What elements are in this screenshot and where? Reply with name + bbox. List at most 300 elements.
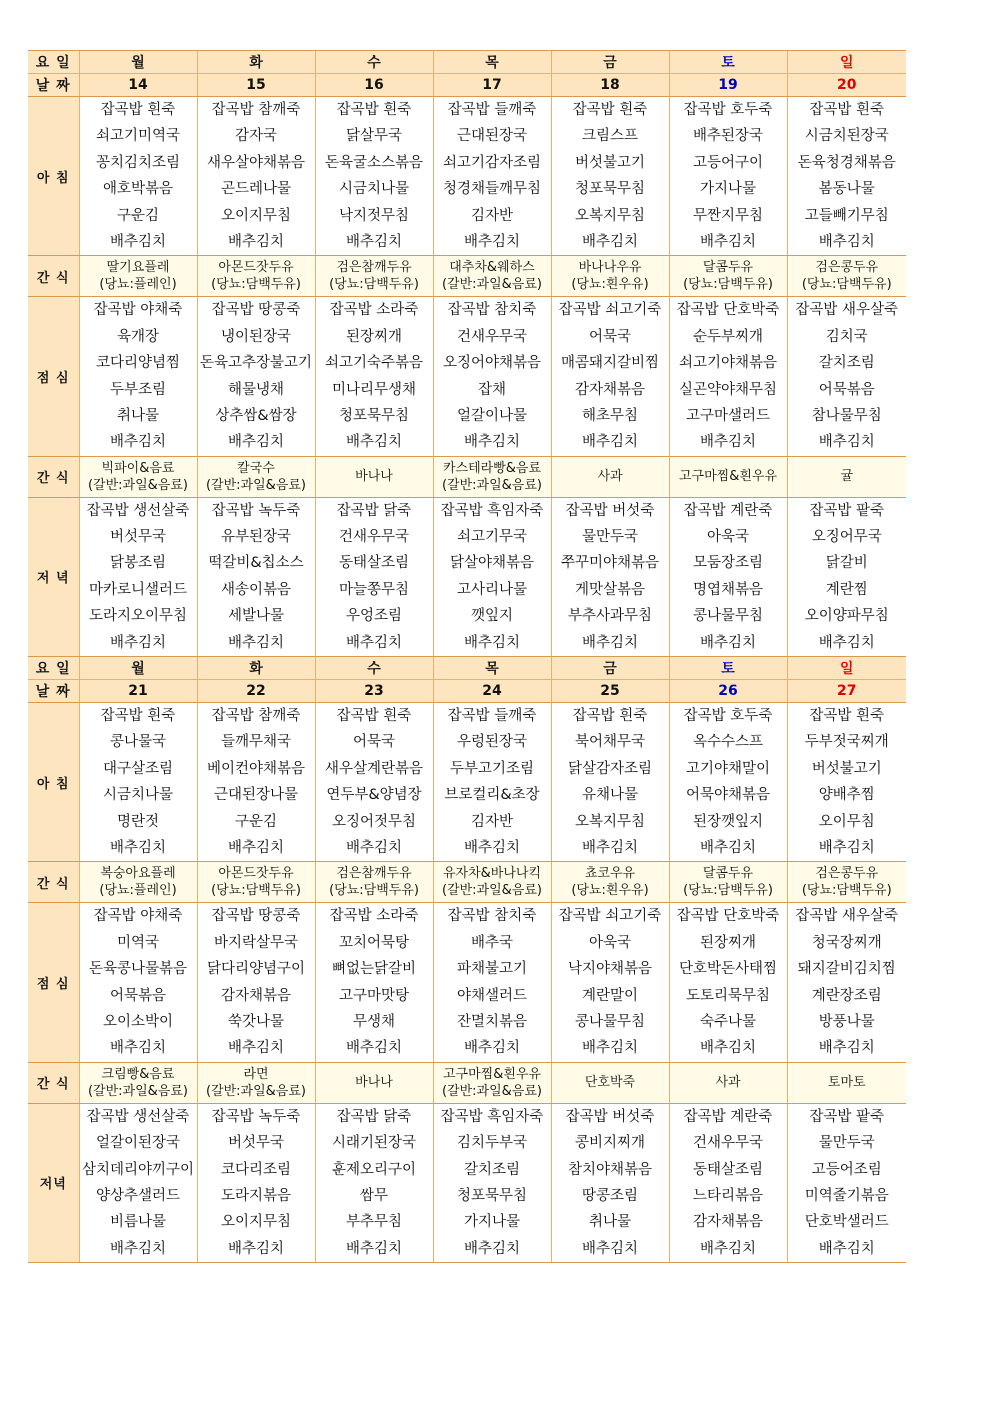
menu-item: 대구살조림	[102, 760, 174, 777]
meal-cell	[551, 497, 669, 656]
menu-item: (당뇨:흰우유)	[571, 277, 649, 293]
menu-item: 게맛살볶음	[574, 581, 646, 598]
meal-cell	[433, 297, 551, 456]
meal-cell	[551, 297, 669, 456]
menu-item: 김자반	[470, 207, 514, 224]
menu-item: 떡갈비&칩소스	[208, 555, 304, 572]
menu-item: 빅파이&음료	[101, 460, 175, 476]
menu-item: 옥수수스프	[692, 734, 764, 751]
menu-item: 오이소박이	[102, 1013, 174, 1030]
menu-item: 도라지오이무침	[88, 608, 188, 625]
meal-cell	[197, 497, 315, 656]
meal-cell	[551, 903, 669, 1062]
menu-item: 순두부찌개	[692, 328, 764, 345]
menu-item: 배추김치	[699, 233, 757, 250]
menu-item: (당뇨:담백두유)	[801, 277, 892, 293]
weekday-cell: 일	[787, 657, 906, 680]
menu-item: 감자채볶음	[574, 381, 646, 398]
menu-item: (갈반:과일&음료)	[205, 1083, 306, 1099]
menu-item: 검은참깨두유	[336, 866, 412, 882]
snack-cell	[315, 256, 433, 297]
menu-item: 베이컨야채볶음	[206, 760, 306, 777]
menu-item: 배추김치	[818, 434, 875, 451]
meal-cell	[669, 1103, 787, 1262]
row-label: 점 심	[28, 903, 79, 1062]
menu-item: 물만두국	[581, 529, 639, 546]
menu-item: 카스테라빵&음료	[442, 460, 542, 476]
menu-item: 아욱국	[588, 934, 632, 951]
meal-cell	[433, 97, 551, 256]
menu-item: 배추김치	[818, 1040, 875, 1057]
meal-cell	[197, 903, 315, 1062]
menu-item: 근대된장나물	[213, 787, 299, 804]
meal-cell	[787, 703, 906, 862]
row-label: 저 녁	[28, 497, 79, 656]
menu-item: 아몬드잣두유	[218, 866, 294, 882]
menu-item: 대추차&웨하스	[449, 260, 535, 276]
menu-item: 오복지무침	[574, 207, 646, 224]
menu-item: 배추김치	[699, 839, 757, 856]
menu-item: 닭살감자조림	[567, 760, 653, 777]
menu-item: 갈치조림	[463, 1161, 521, 1178]
snack-cell	[787, 256, 906, 297]
menu-item: 감자채볶음	[692, 1214, 764, 1231]
menu-item: 잡곡밥 소라죽	[329, 302, 419, 319]
menu-item: 구운김	[116, 207, 160, 224]
menu-item: 배추김치	[818, 1240, 875, 1257]
menu-item: 콩나물국	[109, 734, 167, 751]
menu-item: (갈반:과일&음료)	[205, 477, 306, 493]
menu-item: 부추사과무침	[567, 608, 653, 625]
menu-item: 잡곡밥 계란죽	[683, 1108, 773, 1125]
snack-am-row	[28, 862, 906, 903]
menu-item: 감자국	[234, 128, 278, 145]
menu-item: 유채나물	[581, 787, 639, 804]
menu-item: 잡곡밥 생선살죽	[86, 502, 190, 519]
menu-item: 잡곡밥 버섯죽	[565, 502, 655, 519]
meal-cell	[787, 297, 906, 456]
date-header-row	[28, 680, 906, 703]
menu-item: 배추김치	[818, 839, 875, 856]
menu-item: 고구마샐러드	[685, 407, 771, 424]
menu-item: 느타리볶음	[692, 1187, 764, 1204]
menu-item: 근대된장국	[456, 128, 528, 145]
menu-item: 칼국수	[237, 460, 275, 476]
menu-item: 유부된장국	[220, 529, 292, 546]
date-header-row	[28, 74, 906, 97]
menu-item: 단호박샐러드	[804, 1214, 889, 1231]
menu-item: 새우살계란볶음	[324, 760, 424, 777]
menu-item: 취나물	[116, 407, 160, 424]
meal-cell	[787, 1103, 906, 1262]
menu-item: 잡채	[477, 381, 506, 398]
menu-item: 부추무침	[345, 1214, 403, 1231]
menu-item: 단호박돈사태찜	[678, 961, 778, 978]
meal-cell	[433, 1103, 551, 1262]
menu-item: (갈반:과일&음료)	[441, 477, 542, 493]
menu-item: 돈육청경채볶음	[797, 154, 896, 171]
menu-item: 된장깻잎지	[692, 813, 764, 830]
snack-cell	[315, 456, 433, 497]
date-cell: 27	[787, 680, 906, 703]
menu-item: 배추김치	[581, 1240, 639, 1257]
weekday-cell: 금	[551, 657, 669, 680]
menu-item: 두부고기조림	[449, 760, 535, 777]
menu-item: 쇠고기무국	[456, 529, 528, 546]
menu-item: 쵸코우유	[584, 866, 636, 882]
lunch-row	[28, 297, 906, 456]
weekday-cell: 월	[79, 657, 197, 680]
menu-item: 파채불고기	[456, 961, 528, 978]
menu-item: 구운김	[234, 813, 278, 830]
menu-item: 버섯불고기	[574, 154, 646, 171]
menu-item: 참나물무침	[811, 407, 882, 424]
menu-item: 바지락살무국	[213, 934, 299, 951]
menu-item: 배추김치	[227, 1040, 285, 1057]
menu-item: 잔멸치볶음	[456, 1013, 528, 1030]
menu-item: 시금치된장국	[804, 128, 889, 145]
menu-item: 잡곡밥 흰죽	[809, 708, 885, 725]
menu-item: (당뇨:담백두유)	[683, 883, 773, 899]
meal-cell	[551, 97, 669, 256]
menu-item: 얼갈이된장국	[95, 1135, 181, 1152]
menu-item: 콩비지찌개	[574, 1135, 646, 1152]
menu-item: 시금치나물	[102, 787, 174, 804]
menu-item: 잡곡밥 팥죽	[809, 1108, 885, 1125]
menu-item: 닭봉조림	[109, 555, 167, 572]
menu-item: 된장찌개	[345, 328, 403, 345]
meal-cell	[315, 1103, 433, 1262]
menu-item: 배추김치	[818, 634, 875, 651]
menu-item: 배추김치	[109, 1040, 167, 1057]
menu-item: 시래기된장국	[331, 1135, 417, 1152]
meal-cell	[79, 903, 197, 1062]
menu-item: 잡곡밥 땅콩죽	[211, 908, 301, 925]
menu-item: 깻잎지	[470, 608, 514, 625]
menu-item: 고들빼기무침	[804, 207, 889, 224]
menu-item: 배추김치	[463, 634, 521, 651]
meal-cell	[197, 1103, 315, 1262]
menu-item: 고사리나물	[456, 581, 528, 598]
menu-item: 애호박볶음	[102, 181, 174, 198]
menu-item: 잡곡밥 닭죽	[336, 502, 412, 519]
snack-cell	[669, 456, 787, 497]
menu-item: 배추김치	[227, 233, 285, 250]
menu-item: 우렁된장국	[456, 734, 528, 751]
menu-item: 브로컬리&초장	[444, 787, 540, 804]
menu-item: 배추김치	[109, 434, 167, 451]
menu-item: 잡곡밥 단호박죽	[676, 908, 780, 925]
menu-item: 잡곡밥 녹두죽	[211, 502, 301, 519]
weekday-cell: 목	[433, 51, 551, 74]
menu-item: 우엉조림	[345, 608, 403, 625]
menu-item: 잡곡밥 흰죽	[572, 102, 648, 118]
menu-item: 잡곡밥 흑임자죽	[440, 1108, 544, 1125]
snack-cell	[79, 1062, 197, 1103]
menu-item: 고등어구이	[692, 154, 764, 171]
snack-am-row	[28, 256, 906, 297]
menu-item: 배추김치	[581, 839, 639, 856]
meal-cell	[315, 903, 433, 1062]
menu-item: 바나나	[355, 1075, 393, 1091]
menu-item: 미역국	[116, 934, 160, 951]
row-label: 요 일	[28, 51, 79, 74]
menu-item: 잡곡밥 쇠고기죽	[558, 908, 662, 925]
weekday-cell: 화	[197, 51, 315, 74]
menu-item: 연두부&양념장	[326, 787, 422, 804]
snack-pm-row	[28, 1062, 906, 1103]
menu-item: 건새우무국	[456, 328, 528, 345]
snack-cell	[79, 256, 197, 297]
menu-item: 어묵야채볶음	[685, 787, 771, 804]
menu-item: 아욱국	[706, 529, 750, 546]
menu-item: 잡곡밥 참깨죽	[211, 708, 301, 725]
menu-item: 돈육고추장불고기	[199, 355, 313, 372]
menu-item: 된장찌개	[699, 934, 757, 951]
menu-item: 취나물	[588, 1214, 632, 1231]
menu-item: 훈제오리구이	[331, 1161, 417, 1178]
menu-item: 돈육굴소스볶음	[324, 154, 424, 171]
menu-item: 코다리조림	[220, 1161, 292, 1178]
menu-item: 고구마맛탕	[338, 987, 410, 1004]
menu-item: (당뇨:담백두유)	[683, 277, 773, 293]
menu-item: 고구마찜&흰우유	[442, 1066, 542, 1082]
menu-item: 육개장	[116, 328, 160, 345]
menu-item: 오이지무침	[220, 1214, 292, 1231]
meal-cell	[315, 297, 433, 456]
menu-item: (당뇨:담백두유)	[801, 883, 892, 899]
snack-cell	[433, 1062, 551, 1103]
date-cell: 16	[315, 74, 433, 97]
menu-item: 새우살야채볶음	[206, 154, 306, 171]
menu-item: 물만두국	[818, 1135, 875, 1152]
menu-item: 계란말이	[581, 987, 639, 1004]
menu-item: 봄동나물	[818, 181, 875, 198]
menu-item: 꽁치김치조림	[95, 154, 181, 171]
row-label: 점 심	[28, 297, 79, 456]
menu-item: 비름나물	[109, 1214, 167, 1231]
menu-item: 잡곡밥 야채죽	[93, 908, 183, 925]
date-cell: 26	[669, 680, 787, 703]
snack-cell	[669, 256, 787, 297]
snack-cell	[79, 456, 197, 497]
menu-item: 냉이된장국	[220, 328, 292, 345]
menu-item: 도라지볶음	[220, 1187, 292, 1204]
menu-item: 배추김치	[699, 1240, 757, 1257]
meal-cell	[79, 97, 197, 256]
weekday-cell: 금	[551, 51, 669, 74]
row-label: 간 식	[28, 456, 79, 497]
menu-item: 바나나우유	[578, 260, 642, 276]
snack-cell	[787, 456, 906, 497]
menu-item: 북어채무국	[574, 734, 646, 751]
menu-item: 양상추샐러드	[95, 1187, 181, 1204]
menu-item: 배추김치	[345, 1240, 403, 1257]
menu-item: 토마토	[827, 1075, 866, 1091]
menu-item: 라면	[243, 1066, 269, 1082]
menu-item: 배추김치	[581, 233, 639, 250]
menu-item: 꼬치어묵탕	[338, 934, 410, 951]
menu-item: 동태살조림	[692, 1161, 764, 1178]
menu-item: 아몬드잣두유	[218, 260, 294, 276]
dinner-row	[28, 1103, 906, 1262]
menu-item: 잡곡밥 흰죽	[809, 102, 885, 118]
weekday-header-row	[28, 51, 906, 74]
menu-item: 청포묵무침	[456, 1187, 528, 1204]
menu-item: (당뇨:담백두유)	[211, 277, 301, 293]
menu-item: 사과	[715, 1075, 741, 1091]
meal-cell	[433, 703, 551, 862]
menu-item: (갈반:과일&음료)	[441, 1083, 542, 1099]
menu-item: 뼈없는닭갈비	[331, 961, 417, 978]
menu-item: 갈치조림	[818, 355, 875, 372]
menu-item: 버섯무국	[109, 529, 167, 546]
menu-item: 새송이볶음	[220, 581, 292, 598]
menu-item: 계란찜	[825, 581, 868, 598]
menu-item: (갈반:과일&음료)	[441, 277, 542, 293]
menu-item: 배추김치	[463, 434, 521, 451]
menu-item: 크림스프	[581, 128, 639, 145]
menu-item: 닭살무국	[345, 128, 403, 145]
menu-item: 참치야채볶음	[567, 1161, 653, 1178]
meal-cell	[79, 497, 197, 656]
menu-item: 무짠지무침	[692, 207, 764, 224]
menu-item: 쑥갓나물	[227, 1013, 285, 1030]
menu-item: 버섯무국	[227, 1135, 285, 1152]
menu-item: 배추국	[470, 934, 514, 951]
meal-cell	[315, 97, 433, 256]
menu-item: 세발나물	[227, 608, 285, 625]
menu-item: 콩나물무침	[574, 1013, 646, 1030]
menu-item: 모둠장조림	[692, 555, 764, 572]
menu-item: 잡곡밥 녹두죽	[211, 1108, 301, 1125]
date-cell: 20	[787, 74, 906, 97]
menu-item: 배추김치	[463, 1240, 521, 1257]
menu-item: 쭈꾸미야채볶음	[560, 555, 660, 572]
menu-item: 잡곡밥 흰죽	[100, 708, 176, 725]
menu-item: 잡곡밥 새우살죽	[795, 908, 899, 925]
menu-item: 잡곡밥 계란죽	[683, 502, 773, 519]
snack-cell	[787, 862, 906, 903]
menu-item: 어묵볶음	[109, 987, 167, 1004]
row-label: 저녁	[28, 1103, 79, 1262]
date-cell: 14	[79, 74, 197, 97]
menu-item: 배추김치	[227, 839, 285, 856]
meal-cell	[669, 903, 787, 1062]
date-cell: 22	[197, 680, 315, 703]
menu-item: 고기야채말이	[685, 760, 771, 777]
menu-item: 잡곡밥 소라죽	[329, 908, 419, 925]
menu-item: 배추김치	[109, 634, 167, 651]
menu-item: 계란장조림	[811, 987, 882, 1004]
menu-item: 잡곡밥 흰죽	[336, 102, 412, 118]
menu-item: 감자채볶음	[220, 987, 292, 1004]
menu-item: 상추쌈&쌈장	[215, 407, 297, 424]
menu-item: 잡곡밥 들깨죽	[447, 102, 537, 118]
date-cell: 23	[315, 680, 433, 703]
menu-item: 건새우무국	[338, 529, 410, 546]
menu-item: 검은콩두유	[815, 260, 879, 276]
menu-item: 오징어젓무침	[331, 813, 417, 830]
menu-item: 잡곡밥 버섯죽	[565, 1108, 655, 1125]
meal-cell	[669, 297, 787, 456]
menu-item: 배추김치	[463, 839, 521, 856]
weekday-cell: 화	[197, 657, 315, 680]
menu-item: 배추김치	[581, 634, 639, 651]
menu-item: 잡곡밥 참치죽	[447, 302, 537, 319]
menu-item: 실곤약야채무침	[678, 381, 778, 398]
menu-item: 닭갈비	[825, 555, 868, 572]
menu-item: 달콤두유	[702, 866, 754, 882]
meal-cell	[79, 297, 197, 456]
menu-item: 시금치나물	[338, 181, 410, 198]
menu-item: 잡곡밥 흰죽	[100, 102, 176, 118]
menu-item: 쌈무	[359, 1187, 388, 1204]
menu-item: (갈반:과일&음료)	[87, 1083, 188, 1099]
menu-item: 유자차&바나나킥	[442, 866, 542, 882]
menu-item: 명란젓	[116, 813, 160, 830]
meal-cell	[315, 497, 433, 656]
snack-cell	[315, 1062, 433, 1103]
menu-item: 도토리묵무침	[685, 987, 771, 1004]
menu-item: 쇠고기미역국	[95, 128, 181, 145]
menu-item: 단호박죽	[584, 1075, 636, 1091]
meal-cell	[787, 497, 906, 656]
meal-cell	[669, 97, 787, 256]
row-label: 간 식	[28, 862, 79, 903]
meal-cell	[787, 97, 906, 256]
weekday-cell: 토	[669, 51, 787, 74]
weekday-cell: 목	[433, 657, 551, 680]
menu-item: 고등어조림	[811, 1161, 882, 1178]
menu-item: 땅콩조림	[581, 1187, 639, 1204]
menu-item: (당뇨:플레인)	[99, 277, 177, 293]
menu-item: 검은콩두유	[815, 866, 879, 882]
menu-item: 배추김치	[345, 1040, 403, 1057]
menu-item: 잡곡밥 쇠고기죽	[558, 302, 662, 319]
meal-cell	[197, 297, 315, 456]
menu-item: 삼치데리야끼구이	[81, 1161, 195, 1178]
menu-item: 김자반	[470, 813, 514, 830]
menu-item: 고구마찜&흰우유	[678, 469, 778, 485]
menu-item: 잡곡밥 땅콩죽	[211, 302, 301, 319]
menu-item: 야채샐러드	[456, 987, 528, 1004]
menu-item: 코다리양념찜	[95, 355, 181, 372]
menu-item: 곤드레나물	[220, 181, 292, 198]
menu-item: 방풍나물	[818, 1013, 875, 1030]
breakfast-row	[28, 703, 906, 862]
menu-item: 크림빵&음료	[101, 1066, 175, 1082]
meal-cell	[551, 1103, 669, 1262]
menu-item: 오징어무국	[811, 529, 882, 546]
menu-item: 숙주나물	[699, 1013, 757, 1030]
menu-item: 딸기요플레	[106, 260, 170, 276]
weekday-cell: 토	[669, 657, 787, 680]
snack-cell	[551, 862, 669, 903]
menu-item: 배추김치	[581, 1040, 639, 1057]
menu-item: 잡곡밥 흰죽	[572, 708, 648, 725]
menu-item: 가지나물	[463, 1214, 521, 1231]
menu-item: 두부조림	[109, 381, 167, 398]
menu-item: 낙지젓무침	[338, 207, 410, 224]
menu-item: 청국장찌개	[811, 934, 882, 951]
menu-item: 배추김치	[109, 1240, 167, 1257]
menu-item: 오이지무침	[220, 207, 292, 224]
menu-item: 양배추찜	[818, 787, 875, 804]
date-cell: 19	[669, 74, 787, 97]
menu-item: 배추김치	[345, 634, 403, 651]
menu-item: 배추김치	[227, 1240, 285, 1257]
